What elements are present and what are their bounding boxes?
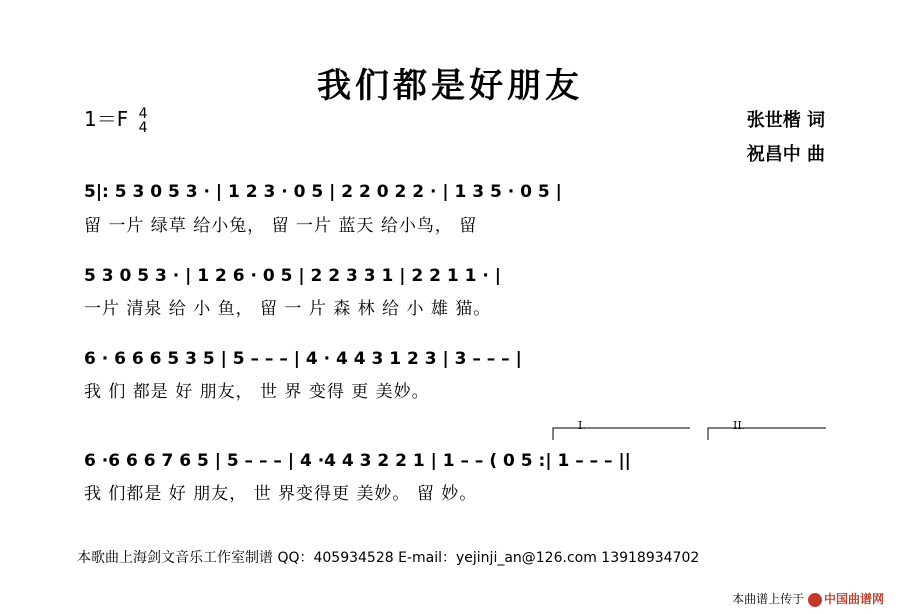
second-ending-label: II. [733, 419, 746, 432]
time-signature: 4 4 [138, 105, 148, 136]
upload-attribution: 本曲谱上传于 中国曲谱网 [732, 592, 884, 606]
notation-line-4: 6 ·6 6 6 7 6 5 | 5 – – – | 4 ·4 4 3 2 2 1 | 1 – – ( 0 5 :| 1 – – – || [84, 451, 631, 471]
site-logo-icon [808, 593, 822, 607]
page-title: 我们都是好朋友 [317, 66, 583, 106]
notation-line-1: 5|: 5 3 0 5 3 · | 1 2 3 · 0 5 | 2 2 0 2 2 · | 1 3 5 · 0 5 | [84, 182, 562, 202]
lyric-line-3: 我 们 都是 好 朋友， 世 界 变得 更 美妙。 [84, 382, 430, 402]
first-ending-label: I. [578, 419, 586, 432]
lyricist-credit: 张世楷 词 [746, 110, 825, 131]
lyric-line-2: 一片 清泉 给 小 鱼， 留 一 片 森 林 给 小 雄 猫。 [84, 299, 492, 319]
lyric-line-1: 留 一片 绿草 给小兔， 留 一片 蓝天 给小鸟， 留 [84, 216, 478, 236]
site-name: 中国曲谱网 [823, 592, 884, 606]
composer-credit: 祝昌中 曲 [746, 144, 825, 165]
footer-credit: 本歌曲上海剑文音乐工作室制谱 QQ：405934528 E-mail：yejinji_an@126.com 13918934702 [77, 550, 700, 566]
first-ending-bracket [553, 428, 690, 440]
lyric-line-4: 我 们都是 好 朋友， 世 界变得更 美妙。 留 妙。 [84, 484, 478, 504]
notation-line-2: 5 3 0 5 3 · | 1 2 6 · 0 5 | 2 2 3 3 1 | 2 2 1 1 · | [84, 266, 501, 286]
second-ending-bracket [708, 428, 826, 440]
notation-line-3: 6 · 6 6 6 5 3 5 | 5 – – – | 4 · 4 4 3 1 2 3 | 3 – – – | [84, 349, 522, 369]
key-label: 1＝F [84, 107, 129, 131]
